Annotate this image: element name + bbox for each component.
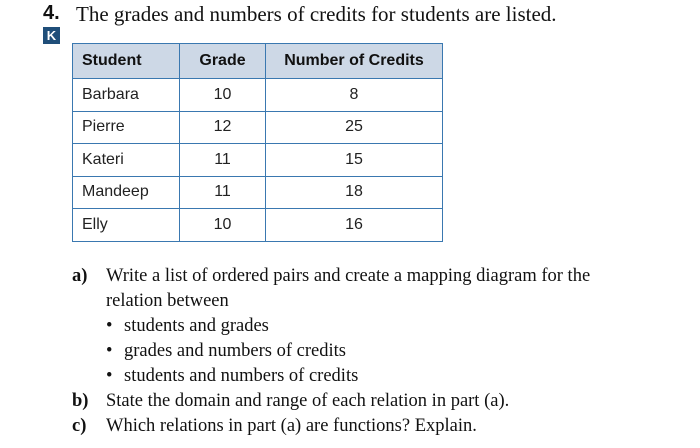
cell-grade: 11 — [180, 144, 266, 177]
part-a-label: a) — [72, 266, 88, 286]
bullet-dot-icon: • — [106, 366, 113, 386]
part-a — [72, 264, 590, 389]
table-row — [73, 79, 443, 112]
table-row — [73, 144, 443, 177]
part-b-text: State the domain and range of each relation in part (a). — [106, 391, 510, 411]
question-number: 4. — [43, 2, 60, 24]
part-a-line-2: relation between — [106, 291, 229, 311]
cell-grade: 10 — [180, 209, 266, 242]
bullet-dot-icon: • — [106, 316, 113, 336]
part-a-line-1: Write a list of ordered pairs and create a mapping diagram for the — [106, 266, 591, 286]
cell-grade: 10 — [180, 79, 266, 112]
bullet-text: students and numbers of credits — [124, 366, 359, 386]
grades-table — [72, 43, 443, 242]
part-c-text: Which relations in part (a) are functions? Explain. — [106, 416, 477, 436]
knowledge-badge: K — [43, 27, 60, 44]
bullet-dot-icon: • — [106, 341, 113, 361]
header-grade: Grade — [180, 44, 266, 79]
cell-credits: 25 — [266, 111, 443, 144]
bullet-text: grades and numbers of credits — [124, 341, 346, 361]
part-b-label: b) — [72, 391, 89, 411]
question-parts — [72, 264, 590, 439]
cell-credits: 18 — [266, 176, 443, 209]
header-credits: Number of Credits — [266, 44, 443, 79]
part-c-label: c) — [72, 416, 87, 436]
cell-grade: 12 — [180, 111, 266, 144]
cell-student: Kateri — [73, 144, 180, 177]
bullet-item — [106, 314, 590, 339]
cell-student: Elly — [73, 209, 180, 242]
table-row — [73, 209, 443, 242]
part-b — [72, 389, 590, 414]
bullet-item — [106, 339, 590, 364]
question-text: The grades and numbers of credits for students are listed. — [76, 2, 557, 26]
cell-credits: 8 — [266, 79, 443, 112]
bullet-item — [106, 364, 590, 389]
part-c — [72, 414, 590, 439]
table-row — [73, 176, 443, 209]
cell-student: Mandeep — [73, 176, 180, 209]
cell-grade: 11 — [180, 176, 266, 209]
cell-student: Pierre — [73, 111, 180, 144]
cell-credits: 16 — [266, 209, 443, 242]
cell-credits: 15 — [266, 144, 443, 177]
header-student: Student — [73, 44, 180, 79]
cell-student: Barbara — [73, 79, 180, 112]
table-row — [73, 111, 443, 144]
table-header-row — [73, 44, 443, 79]
bullet-text: students and grades — [124, 316, 269, 336]
